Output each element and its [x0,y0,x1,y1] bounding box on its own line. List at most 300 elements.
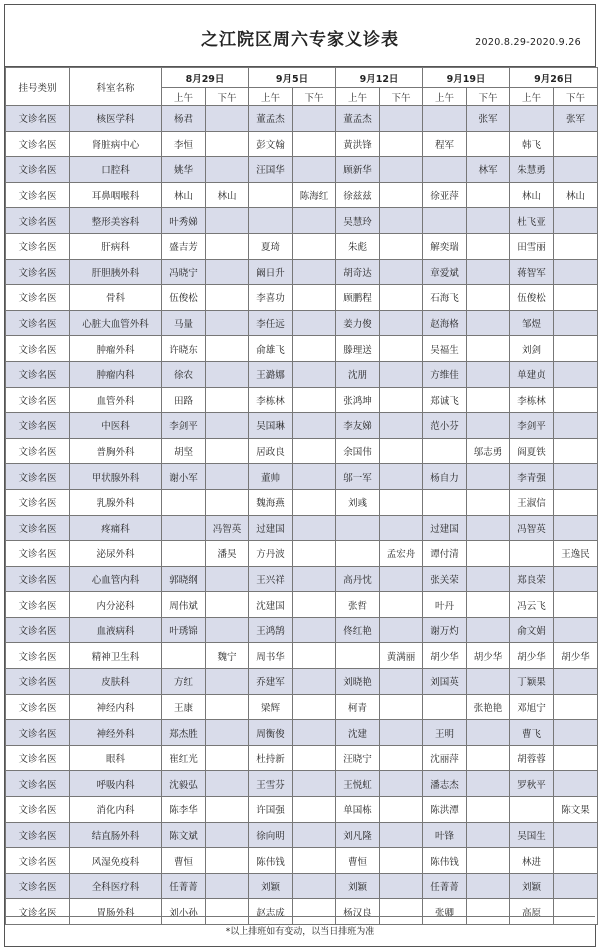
cell-pm-doctor [380,387,423,413]
cell-pm-doctor [467,592,510,618]
table-row [6,336,598,362]
cell-am-doctor: 杨自力 [423,464,467,490]
cell-pm-doctor: 黄满丽 [380,643,423,669]
cell-pm-doctor [467,131,510,157]
cell-pm-doctor [206,566,249,592]
cell-am-doctor: 蒋智军 [510,259,554,285]
cell-am-doctor: 陈文斌 [162,822,206,848]
cell-am-doctor: 田路 [162,387,206,413]
cell-am-doctor: 范小芬 [423,413,467,439]
cell-am-doctor: 顾鹏程 [336,285,380,311]
cell-category: 文诊名医 [6,643,70,669]
cell-am-doctor: 乔建军 [249,669,293,695]
cell-am-doctor: 沈建国 [249,592,293,618]
cell-pm-doctor [554,873,598,899]
header-date: 9月5日 [249,68,336,88]
cell-pm-doctor [554,233,598,259]
cell-pm-doctor [380,259,423,285]
cell-am-doctor: 王明 [423,720,467,746]
table-row [6,873,598,899]
cell-pm-doctor [554,336,598,362]
cell-am-doctor: 曹恒 [162,848,206,874]
cell-category: 文诊名医 [6,694,70,720]
cell-am-doctor: 顾新华 [336,157,380,183]
cell-pm-doctor [467,848,510,874]
cell-am-doctor: 谢万灼 [423,617,467,643]
table-row [6,182,598,208]
cell-pm-doctor [467,310,510,336]
cell-pm-doctor [554,361,598,387]
cell-am-doctor: 徐向明 [249,822,293,848]
cell-am-doctor [336,643,380,669]
cell-pm-doctor [380,592,423,618]
cell-department: 神经内科 [70,694,162,720]
cell-am-doctor: 刘晓艳 [336,669,380,695]
cell-pm-doctor [206,617,249,643]
cell-am-doctor: 冯云飞 [510,592,554,618]
cell-category: 文诊名医 [6,361,70,387]
cell-am-doctor: 李友娣 [336,413,380,439]
table-row [6,643,598,669]
cell-pm-doctor: 张艳艳 [467,694,510,720]
table-row [6,106,598,132]
cell-am-doctor: 彭文翰 [249,131,293,157]
cell-am-doctor: 滕理送 [336,336,380,362]
table-row [6,771,598,797]
header-date: 9月26日 [510,68,598,88]
cell-pm-doctor [554,720,598,746]
cell-pm-doctor [554,515,598,541]
cell-pm-doctor: 林军 [467,157,510,183]
cell-am-doctor: 郑杰胜 [162,720,206,746]
cell-am-doctor: 胡少华 [510,643,554,669]
cell-pm-doctor [206,745,249,771]
cell-pm-doctor [467,489,510,515]
page-title: 之江院区周六专家义诊表 [201,30,399,50]
title-row [5,5,595,67]
schedule-sheet [4,4,596,947]
cell-am-doctor: 韩飞 [510,131,554,157]
cell-am-doctor: 刘颖 [249,873,293,899]
table-row [6,745,598,771]
cell-am-doctor: 赵海格 [423,310,467,336]
cell-pm-doctor [293,106,336,132]
cell-am-doctor: 张哲 [336,592,380,618]
cell-pm-doctor [380,566,423,592]
table-row [6,720,598,746]
cell-pm-doctor [467,233,510,259]
cell-am-doctor: 李剑平 [162,413,206,439]
cell-pm-doctor [380,515,423,541]
cell-pm-doctor [293,669,336,695]
header-date: 8月29日 [162,68,249,88]
cell-pm-doctor [380,464,423,490]
cell-am-doctor: 王雪芬 [249,771,293,797]
cell-department: 普胸外科 [70,438,162,464]
cell-am-doctor: 刘国英 [423,669,467,695]
cell-am-doctor: 李青强 [510,464,554,490]
cell-am-doctor: 姜力俊 [336,310,380,336]
table-row [6,822,598,848]
cell-pm-doctor [554,771,598,797]
cell-pm-doctor: 冯智英 [206,515,249,541]
header-pm: 下午 [380,88,423,106]
cell-am-doctor: 陈伟钱 [423,848,467,874]
cell-category: 文诊名医 [6,515,70,541]
cell-pm-doctor [293,720,336,746]
cell-am-doctor: 吴国琳 [249,413,293,439]
cell-category: 文诊名医 [6,182,70,208]
cell-am-doctor: 董帅 [249,464,293,490]
cell-pm-doctor [380,848,423,874]
cell-pm-doctor [206,208,249,234]
cell-pm-doctor: 林山 [554,182,598,208]
cell-am-doctor: 刘颖 [510,873,554,899]
cell-am-doctor: 叶琇锦 [162,617,206,643]
cell-am-doctor: 姚华 [162,157,206,183]
cell-pm-doctor [380,873,423,899]
cell-pm-doctor [380,694,423,720]
cell-pm-doctor: 胡少华 [554,643,598,669]
cell-category: 文诊名医 [6,413,70,439]
cell-am-doctor: 谢小军 [162,464,206,490]
cell-am-doctor: 杜持新 [249,745,293,771]
cell-department: 肾脏病中心 [70,131,162,157]
cell-category: 文诊名医 [6,822,70,848]
cell-am-doctor: 冯晓宁 [162,259,206,285]
cell-am-doctor: 柯青 [336,694,380,720]
cell-pm-doctor [467,515,510,541]
cell-am-doctor: 任菁菁 [162,873,206,899]
cell-am-doctor [510,541,554,567]
cell-pm-doctor [380,336,423,362]
cell-pm-doctor [380,361,423,387]
cell-pm-doctor [293,361,336,387]
table-row [6,413,598,439]
cell-pm-doctor [380,413,423,439]
cell-pm-doctor [293,745,336,771]
cell-am-doctor [336,541,380,567]
cell-pm-doctor [206,285,249,311]
cell-category: 文诊名医 [6,899,70,925]
cell-am-doctor: 方红 [162,669,206,695]
cell-department: 口腔科 [70,157,162,183]
cell-pm-doctor [293,873,336,899]
cell-pm-doctor [206,720,249,746]
cell-pm-doctor [293,336,336,362]
cell-am-doctor: 任菁菁 [423,873,467,899]
cell-pm-doctor [206,157,249,183]
cell-am-doctor: 梁辉 [249,694,293,720]
table-row [6,617,598,643]
cell-am-doctor: 阎夏铁 [510,438,554,464]
cell-category: 文诊名医 [6,873,70,899]
cell-pm-doctor [293,771,336,797]
cell-department: 精神卫生科 [70,643,162,669]
cell-pm-doctor [293,157,336,183]
cell-pm-doctor [467,797,510,823]
cell-department: 疼痛科 [70,515,162,541]
cell-am-doctor: 郭晓纲 [162,566,206,592]
cell-am-doctor: 李栋林 [510,387,554,413]
cell-pm-doctor [206,233,249,259]
table-row [6,438,598,464]
cell-am-doctor: 佟红艳 [336,617,380,643]
cell-pm-doctor [467,745,510,771]
header-category: 挂号类别 [6,68,70,106]
cell-am-doctor [162,643,206,669]
cell-department: 心血管内科 [70,566,162,592]
cell-pm-doctor [554,617,598,643]
cell-am-doctor: 朱彪 [336,233,380,259]
cell-am-doctor: 居政良 [249,438,293,464]
table-row [6,848,598,874]
cell-pm-doctor [467,259,510,285]
cell-department: 血液病科 [70,617,162,643]
cell-am-doctor: 余国伟 [336,438,380,464]
cell-pm-doctor [293,285,336,311]
cell-department: 核医学科 [70,106,162,132]
cell-pm-doctor [554,438,598,464]
cell-department: 全科医疗科 [70,873,162,899]
cell-pm-doctor: 林山 [206,182,249,208]
table-row [6,669,598,695]
cell-am-doctor: 林进 [510,848,554,874]
cell-department: 整形美容科 [70,208,162,234]
cell-pm-doctor [554,464,598,490]
cell-pm-doctor [206,106,249,132]
cell-department: 胃肠外科 [70,899,162,925]
cell-pm-doctor [206,413,249,439]
cell-pm-doctor [293,643,336,669]
cell-am-doctor: 解奕瑞 [423,233,467,259]
table-row [6,208,598,234]
table-row [6,387,598,413]
cell-am-doctor: 叶秀娣 [162,208,206,234]
cell-pm-doctor [554,848,598,874]
cell-pm-doctor [380,131,423,157]
cell-am-doctor: 李剑平 [510,413,554,439]
header-pm: 下午 [554,88,598,106]
cell-pm-doctor [554,157,598,183]
cell-am-doctor: 林山 [162,182,206,208]
cell-category: 文诊名医 [6,285,70,311]
cell-pm-doctor [380,438,423,464]
table-row [6,515,598,541]
cell-am-doctor: 徐亚萍 [423,182,467,208]
header-date: 9月19日 [423,68,510,88]
cell-pm-doctor [293,310,336,336]
cell-pm-doctor [293,515,336,541]
cell-category: 文诊名医 [6,310,70,336]
cell-pm-doctor [554,208,598,234]
cell-am-doctor: 李栋林 [249,387,293,413]
cell-pm-doctor [293,694,336,720]
cell-am-doctor: 董孟杰 [336,106,380,132]
cell-department: 眼科 [70,745,162,771]
cell-pm-doctor: 陈海红 [293,182,336,208]
cell-pm-doctor [293,233,336,259]
cell-category: 文诊名医 [6,541,70,567]
cell-pm-doctor [467,771,510,797]
cell-am-doctor: 王鸿鹄 [249,617,293,643]
cell-am-doctor: 刘凡隆 [336,822,380,848]
cell-pm-doctor [206,797,249,823]
cell-category: 文诊名医 [6,208,70,234]
cell-category: 文诊名医 [6,566,70,592]
cell-department: 甲状腺外科 [70,464,162,490]
cell-am-doctor: 刘彧 [336,489,380,515]
cell-am-doctor: 罗秋平 [510,771,554,797]
cell-category: 文诊名医 [6,745,70,771]
cell-pm-doctor [293,208,336,234]
cell-am-doctor: 石海飞 [423,285,467,311]
cell-am-doctor: 过建国 [249,515,293,541]
cell-am-doctor: 朱慧勇 [510,157,554,183]
cell-am-doctor: 王淑信 [510,489,554,515]
cell-am-doctor: 王潞娜 [249,361,293,387]
cell-pm-doctor [467,336,510,362]
cell-category: 文诊名医 [6,592,70,618]
cell-pm-doctor [380,233,423,259]
cell-pm-doctor [206,438,249,464]
table-row [6,310,598,336]
cell-pm-doctor [554,592,598,618]
cell-am-doctor: 曹恒 [336,848,380,874]
cell-department: 结直肠外科 [70,822,162,848]
cell-pm-doctor [380,822,423,848]
cell-pm-doctor [293,489,336,515]
cell-am-doctor: 阚日升 [249,259,293,285]
table-row [6,694,598,720]
cell-am-doctor: 俞雄飞 [249,336,293,362]
cell-pm-doctor [467,464,510,490]
cell-am-doctor: 崔红光 [162,745,206,771]
cell-pm-doctor [293,592,336,618]
cell-am-doctor: 俞文娟 [510,617,554,643]
cell-am-doctor: 陈伟钱 [249,848,293,874]
cell-department: 中医科 [70,413,162,439]
cell-am-doctor [249,208,293,234]
header-am: 上午 [336,88,380,106]
cell-pm-doctor: 张军 [554,106,598,132]
cell-department: 消化内科 [70,797,162,823]
cell-am-doctor: 王悦虹 [336,771,380,797]
cell-am-doctor: 盛吉芳 [162,233,206,259]
cell-pm-doctor [206,669,249,695]
cell-am-doctor: 杨汉良 [336,899,380,925]
cell-am-doctor: 黄洪锋 [336,131,380,157]
cell-am-doctor: 吴慧玲 [336,208,380,234]
cell-pm-doctor [467,873,510,899]
cell-pm-doctor [293,848,336,874]
cell-pm-doctor [467,720,510,746]
cell-category: 文诊名医 [6,336,70,362]
cell-category: 文诊名医 [6,259,70,285]
cell-am-doctor: 单国栋 [336,797,380,823]
table-row [6,464,598,490]
table-row [6,259,598,285]
cell-pm-doctor [554,745,598,771]
cell-am-doctor: 夏琦 [249,233,293,259]
footnote: *以上排班如有变动，以当日排班为准 [5,916,595,946]
cell-pm-doctor [467,541,510,567]
header-pm: 下午 [467,88,510,106]
cell-am-doctor: 董孟杰 [249,106,293,132]
cell-am-doctor: 邬一军 [336,464,380,490]
cell-am-doctor: 张卿 [423,899,467,925]
cell-pm-doctor [206,873,249,899]
cell-am-doctor: 潘志杰 [423,771,467,797]
cell-pm-doctor [380,208,423,234]
cell-category: 文诊名医 [6,438,70,464]
table-row [6,541,598,567]
cell-pm-doctor: 陈文果 [554,797,598,823]
cell-pm-doctor [206,592,249,618]
table-row [6,131,598,157]
cell-pm-doctor [206,489,249,515]
cell-pm-doctor [554,413,598,439]
cell-am-doctor: 魏海燕 [249,489,293,515]
cell-am-doctor: 郑良荣 [510,566,554,592]
cell-am-doctor [423,106,467,132]
cell-category: 文诊名医 [6,797,70,823]
cell-pm-doctor: 王逸民 [554,541,598,567]
cell-department: 乳腺外科 [70,489,162,515]
cell-category: 文诊名医 [6,848,70,874]
header-am: 上午 [249,88,293,106]
table-row [6,797,598,823]
table-row [6,285,598,311]
cell-am-doctor: 胡蓉蓉 [510,745,554,771]
cell-am-doctor: 伍俊松 [510,285,554,311]
cell-pm-doctor [293,413,336,439]
cell-department: 耳鼻咽喉科 [70,182,162,208]
cell-pm-doctor [380,182,423,208]
header-date: 9月12日 [336,68,423,88]
cell-am-doctor [510,797,554,823]
schedule-body [6,106,598,925]
cell-pm-doctor [293,541,336,567]
cell-category: 文诊名医 [6,157,70,183]
cell-pm-doctor [293,797,336,823]
cell-am-doctor: 伍俊松 [162,285,206,311]
cell-am-doctor: 叶丹 [423,592,467,618]
cell-am-doctor: 沈建 [336,720,380,746]
cell-pm-doctor [554,822,598,848]
cell-department: 呼吸内科 [70,771,162,797]
cell-am-doctor: 刘颖 [336,873,380,899]
cell-pm-doctor: 魏宁 [206,643,249,669]
cell-am-doctor: 汪国华 [249,157,293,183]
cell-department: 神经外科 [70,720,162,746]
cell-am-doctor: 张鸿坤 [336,387,380,413]
cell-pm-doctor [554,669,598,695]
cell-am-doctor [510,106,554,132]
cell-am-doctor: 周伟斌 [162,592,206,618]
cell-category: 文诊名医 [6,771,70,797]
cell-am-doctor: 田雪丽 [510,233,554,259]
cell-pm-doctor: 潘昊 [206,541,249,567]
cell-category: 文诊名医 [6,233,70,259]
header-am: 上午 [162,88,206,106]
cell-am-doctor: 高原 [510,899,554,925]
cell-pm-doctor [293,617,336,643]
cell-am-doctor: 沈毅弘 [162,771,206,797]
cell-category: 文诊名医 [6,617,70,643]
cell-am-doctor: 杨君 [162,106,206,132]
cell-department: 血管外科 [70,387,162,413]
